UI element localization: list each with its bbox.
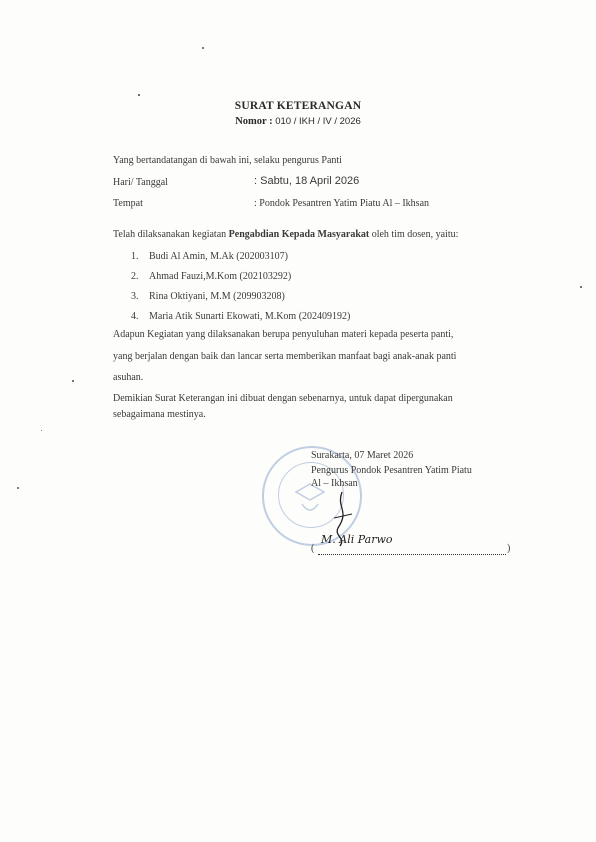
signature-place-date: Surakarta, 07 Maret 2026 bbox=[311, 450, 414, 461]
dosen-name-3: Rina Oktiyani, M.M (209903208) bbox=[149, 291, 285, 302]
paragraph2-line2: sebagaimana mestinya. bbox=[113, 409, 206, 420]
tempat-value: : Pondok Pesantren Yatim Piatu Al – Ikhsan bbox=[254, 198, 430, 209]
signature-open-paren: ( bbox=[311, 543, 315, 554]
scan-speck bbox=[72, 380, 74, 382]
hari-value: : Sabtu, 18 April 2026 bbox=[254, 175, 360, 187]
paragraph1-line3: asuhan. bbox=[113, 372, 144, 383]
nomor-value: 010 / IKH / IV / 2026 bbox=[275, 116, 361, 127]
dosen-num-1: 1. bbox=[131, 251, 139, 262]
kegiatan-bold: Pengabdian Kepada Masyarakat bbox=[228, 229, 370, 240]
scan-speck bbox=[17, 487, 19, 489]
paragraph2-line1: Demikian Surat Keterangan ini dibuat dengan sebenarnya, untuk dapat dipergunakan bbox=[113, 393, 453, 404]
paragraph1-line2: yang berjalan dengan baik dan lancar serta memberikan manfaat bagi anak-anak panti bbox=[113, 351, 457, 362]
signature-role-line1: Pengurus Pondok Pesantren Yatim Piatu bbox=[311, 465, 472, 476]
document-title: SURAT KETERANGAN bbox=[234, 100, 362, 112]
signature-name: M. Ali Parwo bbox=[321, 533, 393, 546]
dosen-num-2: 2. bbox=[131, 271, 139, 282]
dosen-name-1: Budi Al Amin, M.Ak (202003107) bbox=[149, 251, 288, 262]
paragraph1-line1: Adapun Kegiatan yang dilaksanakan berupa penyuluhan materi kepada peserta panti, bbox=[113, 329, 454, 340]
dosen-name-2: Ahmad Fauzi,M.Kom (202103292) bbox=[149, 271, 292, 282]
dosen-num-4: 4. bbox=[131, 311, 139, 322]
scan-speck bbox=[138, 94, 140, 96]
dosen-name-4: Maria Atik Sunarti Ekowati, M.Kom (202409192) bbox=[149, 311, 351, 322]
kegiatan-after: oleh tim dosen, yaitu: bbox=[369, 229, 459, 240]
intro-text: Yang bertandatangan di bawah ini, selaku pengurus Panti bbox=[113, 155, 342, 166]
hari-label: Hari/ Tanggal bbox=[113, 177, 168, 188]
kegiatan-before: Telah dilaksanakan kegiatan bbox=[113, 229, 229, 240]
signature-close-paren: ) bbox=[507, 543, 511, 554]
signature-role-line2: Al – Ikhsan bbox=[311, 478, 358, 489]
scan-speck bbox=[41, 430, 42, 431]
nomor-label: Nomor : bbox=[235, 116, 273, 127]
dosen-num-3: 3. bbox=[131, 291, 139, 302]
kegiatan-text bbox=[113, 229, 458, 240]
scan-speck bbox=[202, 47, 204, 49]
scan-speck bbox=[580, 286, 582, 288]
document-number bbox=[0, 116, 596, 127]
tempat-label: Tempat bbox=[113, 198, 143, 209]
